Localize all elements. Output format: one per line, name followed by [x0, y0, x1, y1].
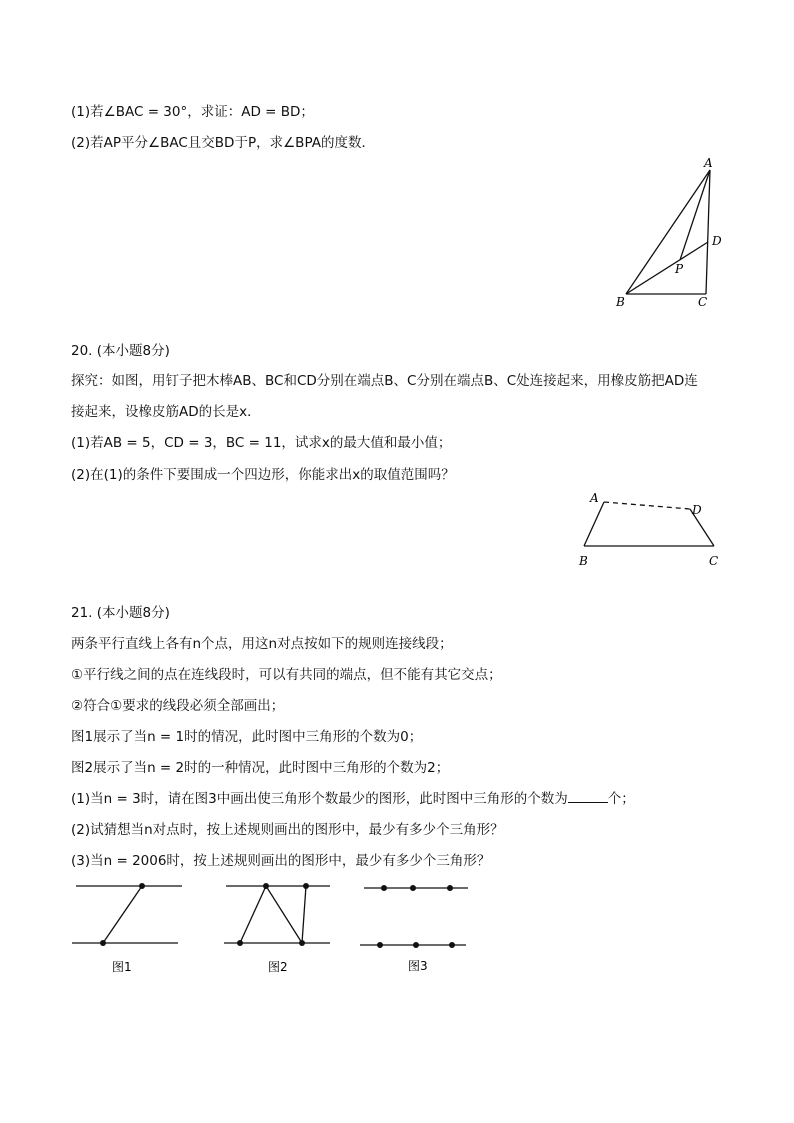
q20-quadrilateral-figure	[572, 488, 732, 573]
answer-blank	[568, 790, 608, 803]
q20-label-d: D	[692, 503, 702, 517]
q20-header: 20. (本小题8分)	[71, 343, 170, 359]
q19-part2: (2)若AP平分∠BAC且交BD于P，求∠BPA的度数．	[71, 135, 375, 151]
q21-rule2: ②符合①要求的线段必须全部画出；	[71, 698, 285, 714]
q21-fig2-desc: 图2展示了当n = 2时的一种情况，此时图中三角形的个数为2；	[71, 760, 450, 776]
q20-label-b: B	[579, 554, 588, 568]
q21-rule1: ①平行线之间的点在连线段时，可以有共同的端点，但不能有其它交点；	[71, 667, 502, 683]
fig3-caption: 图3	[408, 959, 428, 973]
q19-label-a: A	[704, 156, 713, 170]
q21-figure-2	[222, 876, 337, 980]
q19-triangle-figure	[610, 152, 730, 314]
q21-header: 21. (本小题8分)	[71, 605, 170, 621]
q19-label-b: B	[616, 295, 625, 309]
fig2-caption: 图2	[268, 960, 288, 974]
q21-line1: 两条平行直线上各有n个点，用这n对点按如下的规则连接线段；	[71, 636, 453, 652]
q19-label-p: P	[675, 262, 684, 276]
q21-fig1-desc: 图1展示了当n = 1时的情况，此时图中三角形的个数为0；	[71, 729, 423, 745]
fig1-caption: 图1	[112, 960, 132, 974]
q21-part1-text: (1)当n = 3时，请在图3中画出使三角形个数最少的图形，此时图中三角形的个数为	[71, 791, 568, 807]
q20-part2: (2)在(1)的条件下要围成一个四边形，你能求出x的取值范围吗？	[71, 467, 455, 483]
q21-part1	[71, 790, 635, 808]
q20-label-c: C	[709, 554, 719, 568]
q21-figure-1	[70, 876, 185, 980]
q20-line1: 探究：如图，用钉子把木棒AB、BC和CD分别在端点B、C分别在端点B、C处连接起来，用橡皮筋把AD连	[71, 373, 698, 389]
q20-part1: (1)若AB = 5，CD = 3，BC = 11，试求x的最大值和最小值；	[71, 435, 452, 451]
q21-part3: (3)当n = 2006时，按上述规则画出的图形中，最少有多少个三角形？	[71, 853, 491, 869]
q20-line2: 接起来，设橡皮筋AD的长是x．	[71, 404, 261, 420]
q21-figure-3	[358, 876, 473, 980]
q19-part1: (1)若∠BAC = 30°，求证：AD = BD；	[71, 104, 314, 120]
q19-label-d: D	[712, 234, 722, 248]
q21-part2: (2)试猜想当n对点时，按上述规则画出的图形中，最少有多少个三角形？	[71, 822, 504, 838]
q19-label-c: C	[698, 295, 708, 309]
q20-label-a: A	[590, 491, 599, 505]
q21-part1-suffix: 个；	[607, 791, 635, 807]
